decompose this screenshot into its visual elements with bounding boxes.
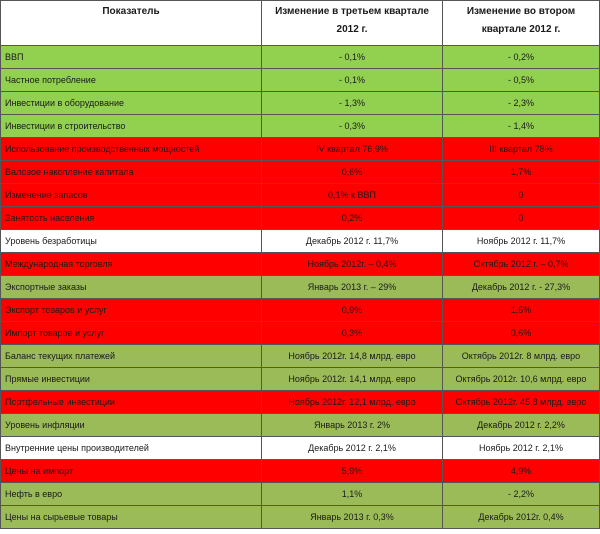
table-row (1, 345, 600, 368)
q3-value-cell: 0,2% (262, 207, 443, 230)
q3-value-cell: Январь 2013 г. 2% (262, 414, 443, 437)
indicator-cell: Прямые инвестиции (1, 368, 262, 391)
indicator-cell: Цены на сырьевые товары (1, 506, 262, 529)
table-row (1, 184, 600, 207)
table-row (1, 276, 600, 299)
q2-value-cell: 4,9% (443, 460, 600, 483)
table-row (1, 368, 600, 391)
q2-value-cell: - 2,3% (443, 92, 600, 115)
table-row (1, 138, 600, 161)
indicator-cell: Цены на импорт (1, 460, 262, 483)
table-row (1, 253, 600, 276)
q3-value-cell: Декабрь 2012 г. 11,7% (262, 230, 443, 253)
indicator-cell: Уровень инфляции (1, 414, 262, 437)
indicator-cell: Валовое накопление капитала (1, 161, 262, 184)
indicator-cell: Инвестиции в оборудование (1, 92, 262, 115)
indicator-cell: Портфельные инвестиции (1, 391, 262, 414)
indicator-cell: Баланс текущих платежей (1, 345, 262, 368)
q2-value-cell: Ноябрь 2012 г. 11,7% (443, 230, 600, 253)
q3-value-cell: Январь 2013 г. – 29% (262, 276, 443, 299)
table-row (1, 230, 600, 253)
q3-value-cell: 5,9% (262, 460, 443, 483)
q2-value-cell: Ноябрь 2012 г. 2,1% (443, 437, 600, 460)
q3-value-cell: 0,3% (262, 322, 443, 345)
q3-value-cell: - 1,3% (262, 92, 443, 115)
indicator-cell: Экспортные заказы (1, 276, 262, 299)
q2-value-cell: Октябрь 2012 г. – 0,7% (443, 253, 600, 276)
q2-value-cell: Декабрь 2012 г. 2,2% (443, 414, 600, 437)
indicator-cell: Уровень безработицы (1, 230, 262, 253)
table-row (1, 92, 600, 115)
q3-value-cell: Декабрь 2012 г. 2,1% (262, 437, 443, 460)
q2-value-cell: 1,7% (443, 161, 600, 184)
header-row (1, 1, 600, 46)
q2-value-cell: 1,6% (443, 299, 600, 322)
table-row (1, 460, 600, 483)
q2-value-cell: 0 (443, 207, 600, 230)
q2-value-cell: - 0,5% (443, 69, 600, 92)
q2-value-cell: - 1,4% (443, 115, 600, 138)
q3-value-cell: - 0,1% (262, 46, 443, 69)
indicator-cell: Занятость населения (1, 207, 262, 230)
q3-value-cell: Ноябрь 2012г. 14,1 млрд. евро (262, 368, 443, 391)
q2-value-cell: III квартал 78% (443, 138, 600, 161)
q3-value-cell: 0,1% к ВВП (262, 184, 443, 207)
indicator-cell: Экспорт товаров и услуг (1, 299, 262, 322)
table-body (1, 46, 600, 529)
q2-value-cell: - 0,2% (443, 46, 600, 69)
q2-value-cell: Октябрь 2012г. 10,6 млрд. евро (443, 368, 600, 391)
indicator-cell: Использование производственных мощностей (1, 138, 262, 161)
indicator-cell: Нефть в евро (1, 483, 262, 506)
table-row (1, 69, 600, 92)
q2-value-cell: Декабрь 2012 г. - 27,3% (443, 276, 600, 299)
q3-value-cell: Ноябрь 2012г. 12,1 млрд. евро (262, 391, 443, 414)
table-row (1, 506, 600, 529)
table-row (1, 115, 600, 138)
q3-value-cell: - 0,1% (262, 69, 443, 92)
q2-value-cell: Октябрь 2012г. 45,8 млрд. евро (443, 391, 600, 414)
q2-value-cell: 0,6% (443, 322, 600, 345)
q2-value-cell: Октябрь 2012г. 8 млрд. евро (443, 345, 600, 368)
table-row (1, 299, 600, 322)
table-row (1, 414, 600, 437)
table-row (1, 391, 600, 414)
indicator-cell: Международная торговля (1, 253, 262, 276)
q2-value-cell: 0 (443, 184, 600, 207)
q3-value-cell: Ноябрь 2012г. 14,8 млрд. евро (262, 345, 443, 368)
q3-value-cell: Январь 2013 г. 0,3% (262, 506, 443, 529)
q3-value-cell: - 0,3% (262, 115, 443, 138)
table-row (1, 207, 600, 230)
header-indicator: Показатель (1, 1, 262, 46)
q3-value-cell: 0,9% (262, 299, 443, 322)
indicator-cell: Внутренние цены производителей (1, 437, 262, 460)
header-q3-change: Изменение в третьем квартале 2012 г. (262, 1, 443, 46)
indicator-cell: Частное потребление (1, 69, 262, 92)
table-row (1, 437, 600, 460)
header-q2-change: Изменение во втором квартале 2012 г. (443, 1, 600, 46)
q3-value-cell: Ноябрь 2012г. – 0,4% (262, 253, 443, 276)
table-row (1, 483, 600, 506)
indicator-cell: Инвестиции в строительство (1, 115, 262, 138)
q2-value-cell: Декабрь 2012г. 0,4% (443, 506, 600, 529)
q3-value-cell: IV квартал 76,9% (262, 138, 443, 161)
q2-value-cell: - 2,2% (443, 483, 600, 506)
indicator-cell: ВВП (1, 46, 262, 69)
indicator-cell: Импорт товаров и услуг (1, 322, 262, 345)
table-row (1, 161, 600, 184)
table-row (1, 46, 600, 69)
q3-value-cell: 1,1% (262, 483, 443, 506)
q3-value-cell: 0,6% (262, 161, 443, 184)
indicator-cell: Изменение запасов (1, 184, 262, 207)
table-row (1, 322, 600, 345)
